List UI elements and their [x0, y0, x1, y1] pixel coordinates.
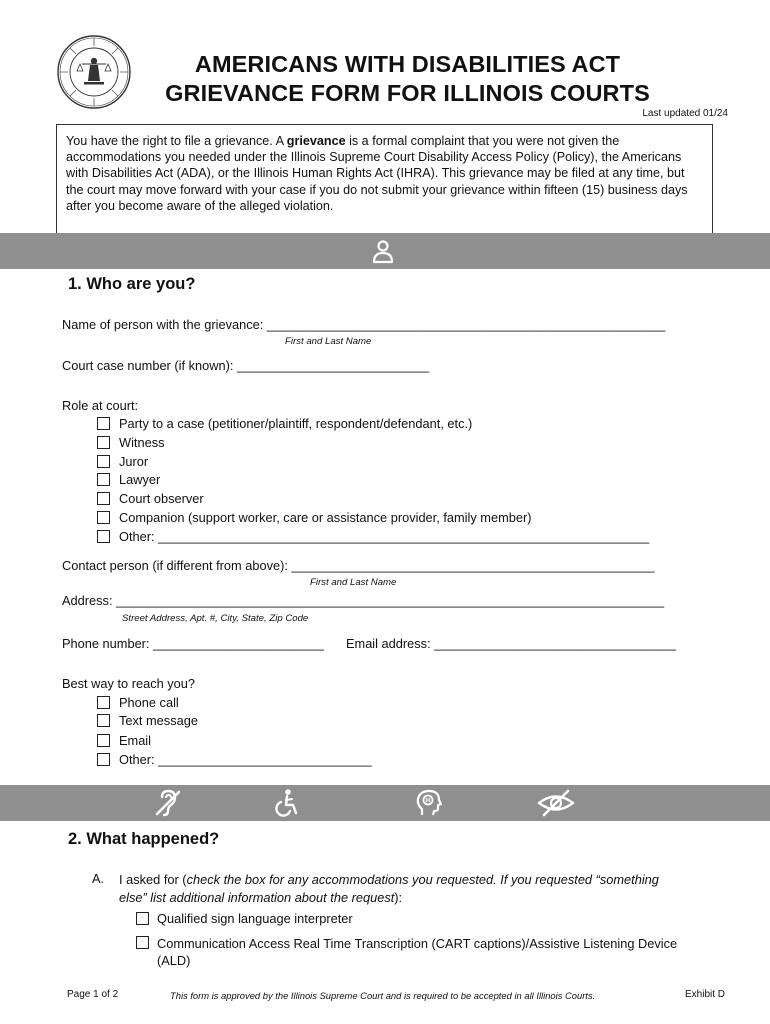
role-label: Role at court:: [62, 398, 139, 413]
role-observer-label: Court observer: [119, 491, 204, 506]
reach-label: Best way to reach you?: [62, 676, 196, 691]
reach-other-field[interactable]: Other: ______________________________: [119, 752, 372, 767]
role-juror-checkbox[interactable]: [97, 455, 110, 468]
title-line-1: AMERICANS WITH DISABILITIES ACT: [194, 51, 621, 77]
section2-banner: [0, 785, 770, 821]
last-updated: Last updated 01/24: [642, 108, 728, 119]
address-hint: Street Address, Apt. #, City, State, Zip Code: [122, 613, 309, 624]
reach-phone-label: Phone call: [119, 695, 179, 710]
item-a-italic: check the box for any accommodations you requested. If you requested “something else” list additional information about the request: [119, 872, 659, 905]
item-a-text-1: I asked for (: [119, 872, 187, 887]
role-other-checkbox[interactable]: [97, 530, 110, 543]
reach-phone-checkbox[interactable]: [97, 696, 110, 709]
cognitive-head-icon: [414, 788, 444, 818]
role-party-checkbox[interactable]: [97, 417, 110, 430]
hearing-impaired-icon: [152, 788, 184, 818]
case-number-field[interactable]: Court case number (if known): ___________________________: [62, 358, 430, 373]
intro-text-1: You have the right to file a grievance. A: [66, 134, 287, 148]
accommodation-interpreter-checkbox[interactable]: [136, 912, 149, 925]
section1-banner: [0, 233, 770, 269]
person-icon: [371, 238, 395, 264]
role-juror-label: Juror: [119, 454, 149, 469]
exhibit-label: Exhibit D: [685, 989, 726, 1000]
accommodation-interpreter-label: Qualified sign language interpreter: [157, 911, 353, 926]
role-other-field[interactable]: Other: _____________________________________________________________________: [119, 529, 650, 544]
accommodation-cart-label: Communication Access Real Time Transcription (CART captions)/Assistive Listening Device (ALD): [157, 936, 678, 968]
role-lawyer-label: Lawyer: [119, 472, 161, 487]
section1-heading: 1. Who are you?: [68, 275, 196, 293]
role-observer-checkbox[interactable]: [97, 492, 110, 505]
role-lawyer-checkbox[interactable]: [97, 473, 110, 486]
email-field[interactable]: Email address: __________________________________: [346, 636, 677, 651]
contact-hint: First and Last Name: [310, 577, 397, 588]
item-a-letter: A.: [92, 871, 105, 886]
form-title: [140, 50, 675, 108]
intro-box: [56, 124, 713, 234]
item-a-instructions: [119, 871, 679, 906]
intro-text-2: is a formal complaint that you were not given the accommodations you needed under the Illinois Supreme Court Disability Access Policy (Policy), the Americans with Disabilities Act (ADA), or the Illinois Human Rights Act (IHRA). This grievance may be filed at any time, but the court may move forward with your case if you do not submit your grievance within fifteen (15) business days after you become aware of the alleged violation.: [66, 134, 688, 213]
reach-email-checkbox[interactable]: [97, 734, 110, 747]
wheelchair-icon: [271, 788, 301, 818]
role-witness-label: Witness: [119, 435, 165, 450]
role-party-label: Party to a case (petitioner/plaintiff, respondent/defendant, etc.): [119, 416, 473, 431]
accommodation-cart-checkbox[interactable]: [136, 936, 149, 949]
title-line-2: GRIEVANCE FORM FOR ILLINOIS COURTS: [165, 80, 650, 106]
role-companion-checkbox[interactable]: [97, 511, 110, 524]
role-witness-checkbox[interactable]: [97, 436, 110, 449]
reach-other-checkbox[interactable]: [97, 753, 110, 766]
role-companion-label: Companion (support worker, care or assistance provider, family member): [119, 510, 532, 525]
page-number: Page 1 of 2: [67, 989, 119, 1000]
address-field[interactable]: Address: _____________________________________________________________________________: [62, 593, 665, 608]
vision-impaired-icon: [536, 789, 576, 817]
name-field[interactable]: Name of person with the grievance: ________________________________________________________: [62, 317, 666, 332]
phone-field[interactable]: Phone number: ________________________: [62, 636, 324, 651]
reach-text-label: Text message: [119, 713, 198, 728]
intro-bold-term: grievance: [286, 134, 346, 148]
item-a-text-2: ):: [394, 889, 403, 905]
footer-note: This form is approved by the Illinois Supreme Court and is required to be accepted in all Illinois Courts.: [170, 990, 596, 1001]
illinois-supreme-court-seal: [56, 34, 132, 110]
reach-text-checkbox[interactable]: [97, 714, 110, 727]
name-hint: First and Last Name: [285, 336, 372, 347]
section2-heading: 2. What happened?: [68, 830, 220, 848]
contact-person-field[interactable]: Contact person (if different from above): ___________________________________________________: [62, 558, 655, 573]
reach-email-label: Email: [119, 733, 151, 748]
